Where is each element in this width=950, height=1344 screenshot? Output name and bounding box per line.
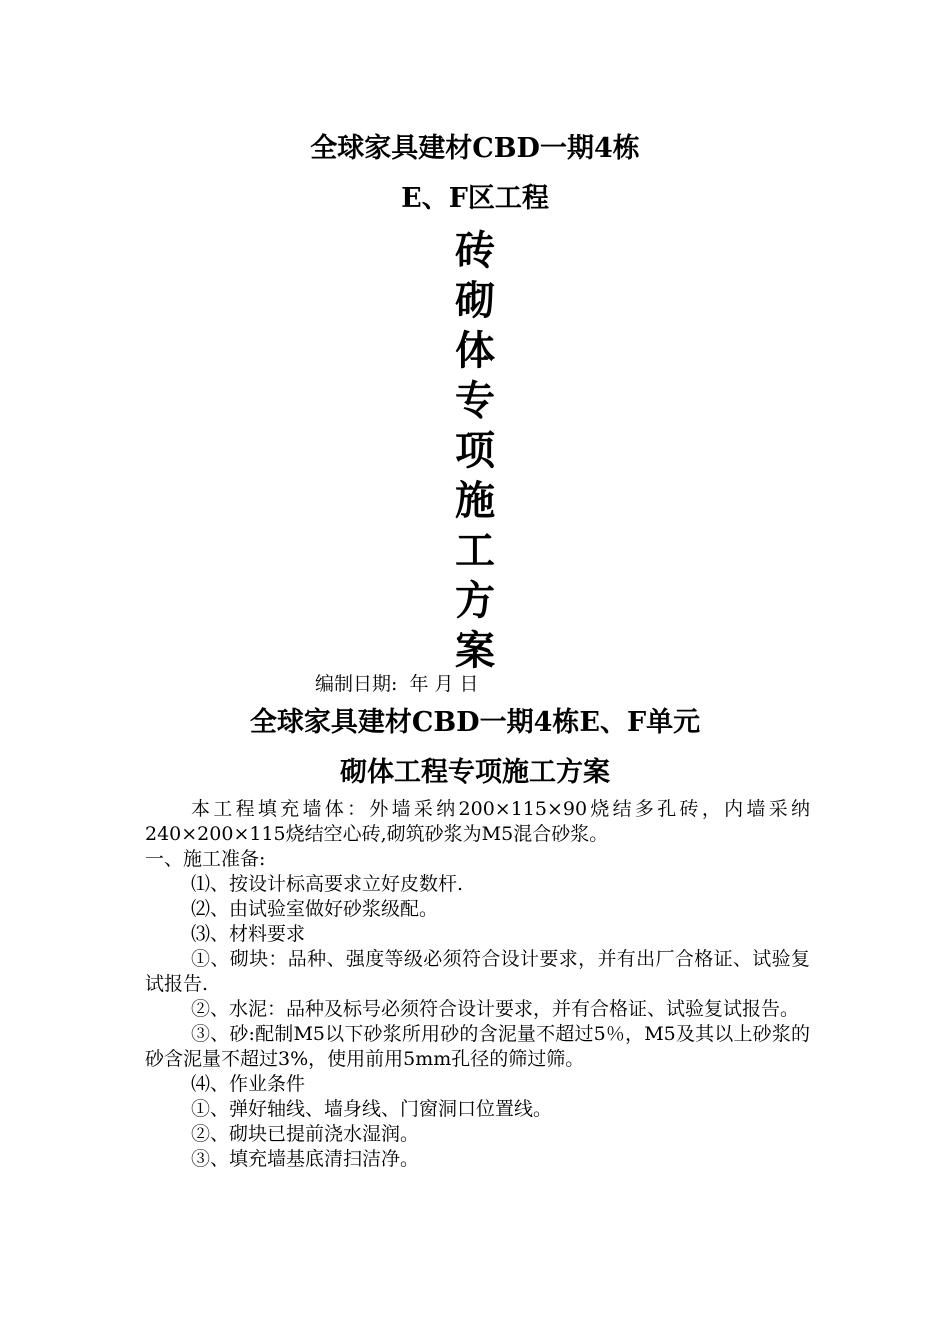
list-item: ⑴、按设计标高要求立好皮数杆. xyxy=(191,873,464,895)
list-item: ②、砌块已提前浇水湿润。 xyxy=(191,1123,420,1145)
vertical-title-char: 砖 xyxy=(455,228,495,274)
vertical-title-char: 体 xyxy=(455,328,495,374)
document-title-line-2: 砌体工程专项施工方案 xyxy=(340,757,610,788)
list-item: ⑵、由试验室做好砂浆级配。 xyxy=(191,898,439,920)
vertical-title-char: 砌 xyxy=(455,278,495,324)
list-item: ⑶、材料要求 xyxy=(191,923,306,945)
vertical-title-char: 工 xyxy=(455,528,495,574)
cover-title-line-1: 全球家具建材CBD一期4栋 xyxy=(310,133,640,164)
vertical-title-char: 案 xyxy=(455,628,495,674)
vertical-title-char: 方 xyxy=(455,578,495,624)
vertical-title-char: 专 xyxy=(455,378,495,424)
section-heading: 一、施工准备: xyxy=(145,848,266,870)
list-item: ③、填充墙基底清扫洁净。 xyxy=(191,1148,420,1170)
list-item: ②、水泥：品种及标号必须符合设计要求，并有合格证、试验复试报告。 xyxy=(191,998,800,1020)
document-body xyxy=(145,797,810,1172)
list-item: ③、砂:配制M5以下砂浆所用砂的含泥量不超过5％，M5及其以上砂浆的砂含泥量不超过3%，使用前用5mm孔径的筛过筛。 xyxy=(145,1023,810,1070)
intro-paragraph: 本工程填充墙体：外墙采纳200×115×90烧结多孔砖，内墙采纳240×200×115烧结空心砖,砌筑砂浆为M5混合砂浆。 xyxy=(145,798,810,845)
vertical-title-char: 施 xyxy=(455,478,495,524)
cover-title-line-2: E、F区工程 xyxy=(401,183,549,214)
list-item: ①、弹好轴线、墙身线、门窗洞口位置线。 xyxy=(191,1098,553,1120)
list-item: ⑷、作业条件 xyxy=(191,1073,306,1095)
vertical-title xyxy=(445,226,505,676)
vertical-title-char: 项 xyxy=(455,428,495,474)
compile-date: 编制日期: 年 月 日 xyxy=(315,673,479,695)
document-title-line-1: 全球家具建材CBD一期4栋E、F单元 xyxy=(249,707,701,738)
list-item: ①、砌块：品种、强度等级必须符合设计要求，并有出厂合格证、试验复试报告. xyxy=(145,948,810,995)
